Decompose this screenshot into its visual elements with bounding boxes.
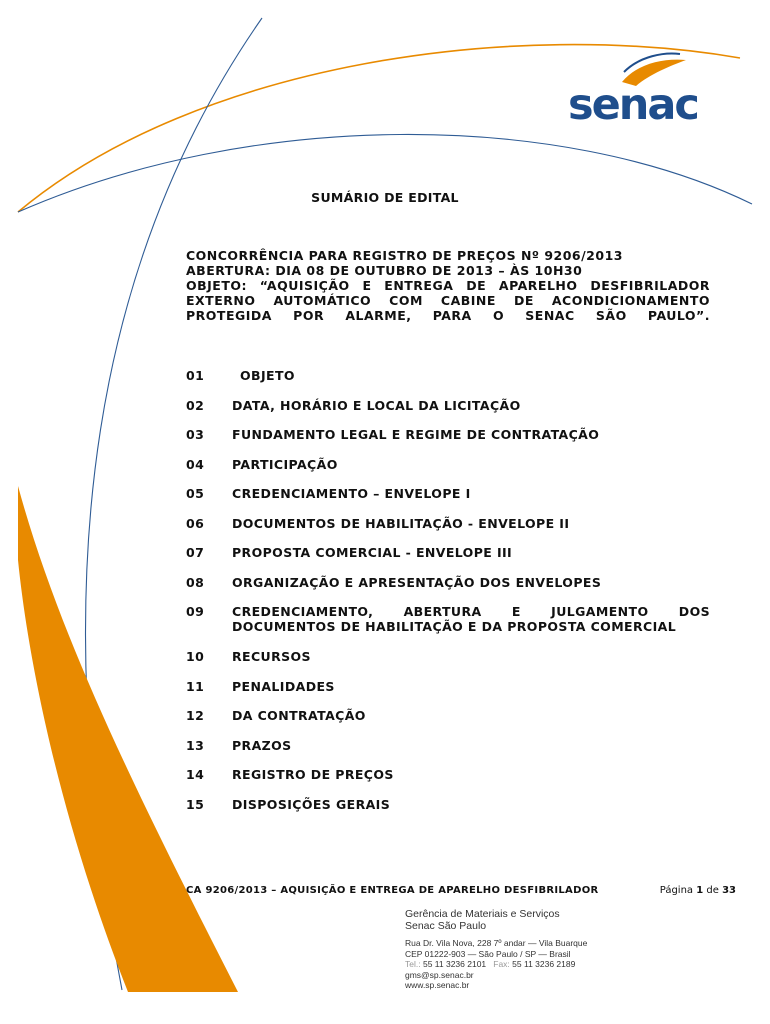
toc-title: CREDENCIAMENTO, ABERTURA E JULGAMENTO DOS DOCUMENTOS DE HABILITAÇÃO E DA PROPOSTA COMERCIAL xyxy=(232,604,710,634)
page-title: SUMÁRIO DE EDITAL xyxy=(311,190,459,205)
notice-header xyxy=(186,248,710,323)
toc-number: 14 xyxy=(186,767,205,782)
toc-number: 03 xyxy=(186,427,205,442)
toc-number: 05 xyxy=(186,486,205,501)
toc-title: REGISTRO DE PREÇOS xyxy=(232,767,394,782)
notice-line-1: CONCORRÊNCIA PARA REGISTRO DE PREÇOS Nº 9206/2013 xyxy=(186,248,623,263)
toc-title: DATA, HORÁRIO E LOCAL DA LICITAÇÃO xyxy=(232,398,521,413)
logo-text: senac xyxy=(568,80,698,130)
department: Gerência de Materiais e Serviços xyxy=(405,908,560,920)
toc-title: ORGANIZAÇÃO E APRESENTAÇÃO DOS ENVELOPES xyxy=(232,575,602,590)
toc-number: 06 xyxy=(186,516,205,531)
organization: Senac São Paulo xyxy=(405,920,487,932)
toc-title: FUNDAMENTO LEGAL E REGIME DE CONTRATAÇÃO xyxy=(232,427,600,442)
toc-number: 04 xyxy=(186,457,205,472)
toc-number: 12 xyxy=(186,708,205,723)
notice-line-2: ABERTURA: DIA 08 DE OUTUBRO DE 2013 – ÀS 10H30 xyxy=(186,263,583,278)
toc-title: CREDENCIAMENTO – ENVELOPE I xyxy=(232,486,471,501)
toc-title: DA CONTRATAÇÃO xyxy=(232,708,366,723)
address-block xyxy=(405,908,587,991)
orange-swoosh xyxy=(18,486,238,992)
toc-number: 11 xyxy=(186,679,205,694)
page-current: 1 xyxy=(696,885,704,896)
toc-title: PROPOSTA COMERCIAL - ENVELOPE III xyxy=(232,545,513,560)
toc-number: 13 xyxy=(186,738,205,753)
toc-number: 09 xyxy=(186,604,205,619)
page-total: 33 xyxy=(722,885,736,896)
website-link[interactable]: www.sp.senac.br xyxy=(405,980,470,990)
toc-number: 08 xyxy=(186,575,205,590)
toc-number: 15 xyxy=(186,797,205,812)
toc-title: PRAZOS xyxy=(232,738,292,753)
page-number xyxy=(660,885,736,896)
page-of: de xyxy=(706,885,719,896)
toc-title: OBJETO xyxy=(240,368,295,383)
notice-object: OBJETO: “AQUISIÇÃO E ENTREGA DE APARELHO DESFIBRILADOR EXTERNO AUTOMÁTICO COM CABINE DE ACONDICIONAMENTO PROTEGIDA POR ALARME, PARA O SENAC SÃO PAULO”. xyxy=(186,278,710,323)
toc-title: DISPOSIÇÕES GERAIS xyxy=(232,797,391,812)
toc-title: DOCUMENTOS DE HABILITAÇÃO - ENVELOPE II xyxy=(232,516,570,531)
footer-reference: CA 9206/2013 – AQUISIÇÃO E ENTREGA DE APARELHO DESFIBRILADOR xyxy=(186,885,599,896)
toc-number: 10 xyxy=(186,649,205,664)
email-link[interactable]: gms@sp.senac.br xyxy=(405,969,474,980)
postal-code: CEP 01222-903 — São Paulo / SP — Brasil xyxy=(405,948,571,959)
toc-number: 01 xyxy=(186,368,205,383)
street-address: Rua Dr. Vila Nova, 228 7º andar — Vila Buarque xyxy=(405,938,588,948)
toc-number: 07 xyxy=(186,545,205,560)
toc-title: PENALIDADES xyxy=(232,679,335,694)
senac-logo xyxy=(562,52,702,132)
toc-title: RECURSOS xyxy=(232,649,311,664)
phone-fax: Tel.: 55 11 3236 2101 Fax: 55 11 3236 2189 xyxy=(405,959,576,969)
toc-number: 02 xyxy=(186,398,205,413)
page-label: Página xyxy=(659,885,694,896)
toc-title: PARTICIPAÇÃO xyxy=(232,457,338,472)
